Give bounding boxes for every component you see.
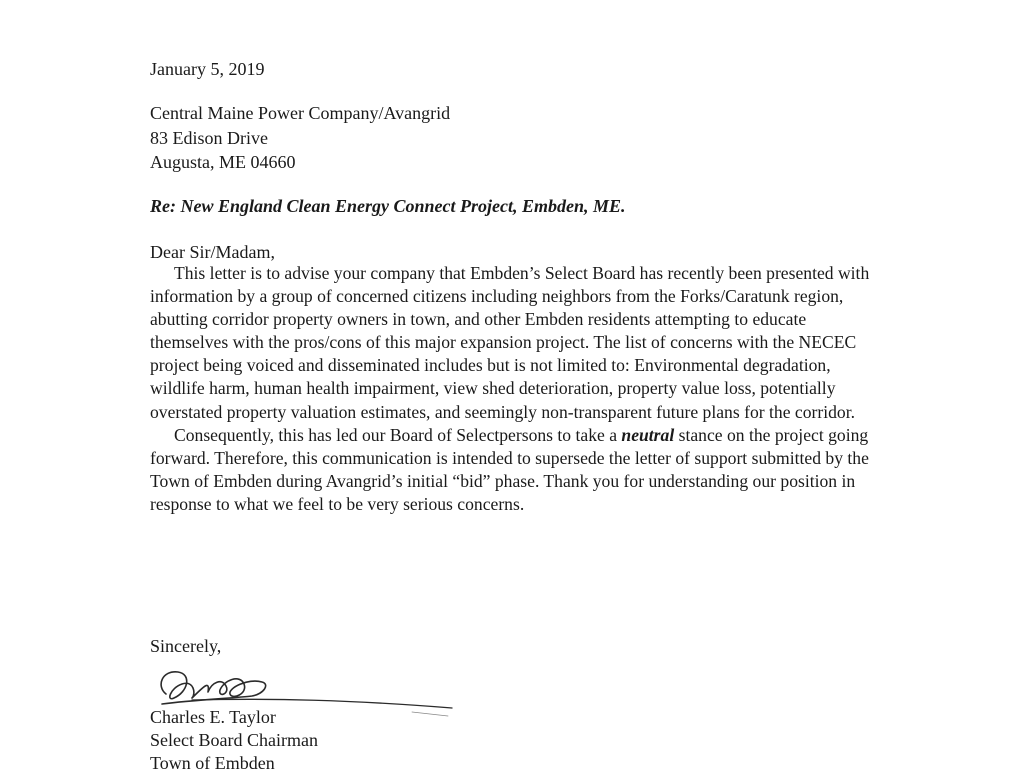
signer-name: Charles E. Taylor bbox=[150, 707, 276, 727]
signer-title: Select Board Chairman bbox=[150, 730, 318, 750]
emphasis-neutral: neutral bbox=[621, 424, 675, 445]
recipient-city: Augusta, ME 04660 bbox=[150, 152, 296, 172]
salutation: Dear Sir/Madam, bbox=[150, 242, 275, 262]
closing: Sincerely, bbox=[150, 636, 222, 656]
letter-body bbox=[150, 262, 880, 516]
body-paragraph-1: This letter is to advise your company that Embden’s Select Board has recently been presented with information by a group of concerned citizens including neighbors from the Forks/Caratunk region, abutting corridor property owners in town, and other Embden residents attempting to educate themselves with the pros/cons of this major expansion project. The list of concerns with the NECEC project being voiced and disseminated includes but is not limited to: Environmental degradation, wildlife harm, human health impairment, view shed deterioration, property value loss, potentially overstated property valuation estimates, and seemingly non-transparent future plans for the corridor. bbox=[150, 263, 870, 422]
paragraph-2-start: Consequently, this has led our Board of Selectpersons to take a bbox=[174, 424, 622, 445]
signer-organization: Town of Embden bbox=[150, 753, 275, 773]
recipient-name: Central Maine Power Company/Avangrid bbox=[150, 103, 451, 123]
letter-subject: Re: New England Clean Energy Connect Project, Embden, ME. bbox=[150, 196, 626, 216]
letter-date: January 5, 2019 bbox=[150, 59, 265, 79]
paragraph-2-end: stance on the project going forward. Therefore, this communication is intended to supersede the letter of support submitted by the Town of Embden during Avangrid’s initial “bid” phase. Thank you for understanding our position in response to what we feel to be very serious concerns. bbox=[150, 424, 869, 514]
recipient-street: 83 Edison Drive bbox=[150, 128, 268, 148]
body-paragraph-2 bbox=[150, 424, 880, 516]
